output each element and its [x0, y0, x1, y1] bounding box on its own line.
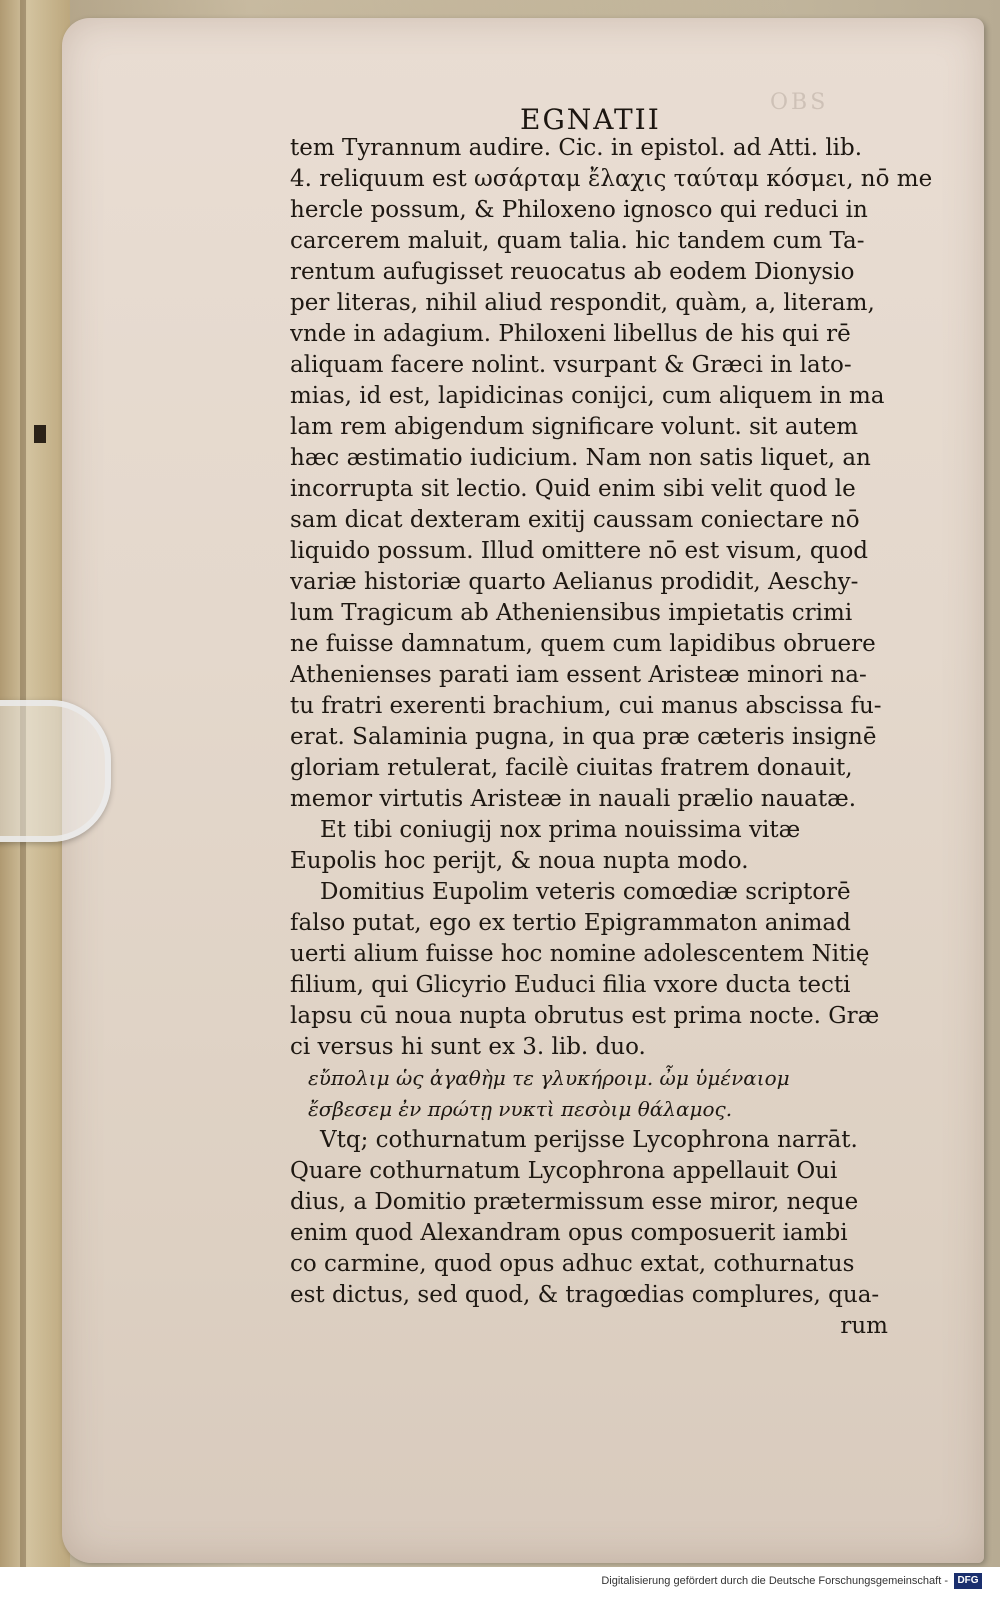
body-text — [290, 133, 940, 1342]
binding-thread-mark — [34, 425, 46, 443]
show-through-header: OBS — [770, 90, 829, 115]
text-line: mias, id est, lapidicinas conijci, cum aliquem in ma — [290, 383, 885, 409]
text-line: falso putat, ego ex tertio Epigrammaton animad — [290, 910, 851, 936]
text-line: gloriam retulerat, facilè ciuitas fratrem donauit, — [290, 755, 853, 781]
dfg-logo: DFG — [954, 1573, 982, 1589]
text-line: variæ historiæ quarto Aelianus prodidit, Aeschy- — [290, 569, 859, 595]
text-line: aliquam facere nolint. vsurpant & Græci in lato- — [290, 352, 852, 378]
text-line: lam rem abigendum significare volunt. sit autem — [290, 414, 859, 440]
text-line: tem Tyrannum audire. Cic. in epistol. ad Atti. lib. — [290, 135, 863, 161]
text-line: sam dicat dexteram exitij caussam coniectare nō — [290, 507, 860, 533]
text-line: Athenienses parati iam essent Aristeæ minori na- — [290, 662, 867, 688]
text-line: liquido possum. Illud omittere nō est visum, quod — [290, 538, 869, 564]
greek-verse-line: ἔσβεσεμ ἐν πρώτῃ νυκτὶ πεσὸιμ θάλαμος. — [308, 1097, 733, 1121]
text-line: filium, qui Glicyrio Euduci filia vxore ducta tecti — [290, 972, 851, 998]
text-line: 4. reliquum est ωσάρταμ ἔλαχις ταύταμ κόσμει, nō me — [290, 166, 933, 192]
text-line: memor virtutis Aristeæ in nauali prælio nauatæ. — [290, 786, 857, 812]
text-line: enim quod Alexandram opus composuerit iambi — [290, 1220, 848, 1246]
text-line: uerti alium fuisse hoc nomine adolescentem Nitię — [290, 941, 870, 967]
text-line: Quare cothurnatum Lycophrona appellauit Oui — [290, 1158, 838, 1184]
text-line: lapsu cū noua nupta obrutus est prima nocte. Græ — [290, 1003, 880, 1029]
text-line: hæc æstimatio iudicium. Nam non satis liquet, an — [290, 445, 871, 471]
text-line: rentum aufugisset reuocatus ab eodem Dionysio — [290, 259, 855, 285]
running-header: EGNATII — [520, 103, 661, 136]
text-line: incorrupta sit lectio. Quid enim sibi velit quod le — [290, 476, 856, 502]
text-line: tu fratri exerenti brachium, cui manus abscissa fu- — [290, 693, 882, 719]
text-line: Domitius Eupolim veteris comœdiæ scriptorē — [320, 879, 851, 905]
text-line: ne fuisse damnatum, quem cum lapidibus obruere — [290, 631, 876, 657]
text-line: per literas, nihil aliud respondit, quàm, a, literam, — [290, 290, 875, 316]
greek-verse-line: εὔπολιμ ὡς ἀγαθὴμ τε γλυκήροιμ. ὦμ ὑμέναιομ — [308, 1066, 790, 1090]
text-line: erat. Salaminia pugna, in qua præ cæteris insignē — [290, 724, 877, 750]
text-line: dius, a Domitio prætermissum esse miror, neque — [290, 1189, 859, 1215]
text-line: Vtq; cothurnatum perijsse Lycophrona narrāt. — [320, 1127, 858, 1153]
text-line: lum Tragicum ab Atheniensibus impietatis crimi — [290, 600, 853, 626]
verse-line: Et tibi coniugij nox prima nouissima vitæ — [320, 817, 801, 843]
footer-bar — [0, 1567, 1000, 1597]
text-line: ci versus hi sunt ex 3. lib. duo. — [290, 1034, 646, 1060]
text-line: carcerem maluit, quam talia. hic tandem cum Ta- — [290, 228, 865, 254]
page-clip — [0, 700, 111, 842]
text-line: hercle possum, & Philoxeno ignosco qui reduci in — [290, 197, 868, 223]
verse-line: Eupolis hoc perijt, & noua nupta modo. — [290, 848, 749, 874]
footer-credit: Digitalisierung gefördert durch die Deutsche Forschungsgemeinschaft - — [601, 1575, 948, 1587]
catchword: rum — [840, 1313, 888, 1339]
text-line: vnde in adagium. Philoxeni libellus de his qui rē — [290, 321, 851, 347]
text-line: est dictus, sed quod, & tragœdias complures, qua- — [290, 1282, 880, 1308]
text-line: co carmine, quod opus adhuc extat, cothurnatus — [290, 1251, 855, 1277]
